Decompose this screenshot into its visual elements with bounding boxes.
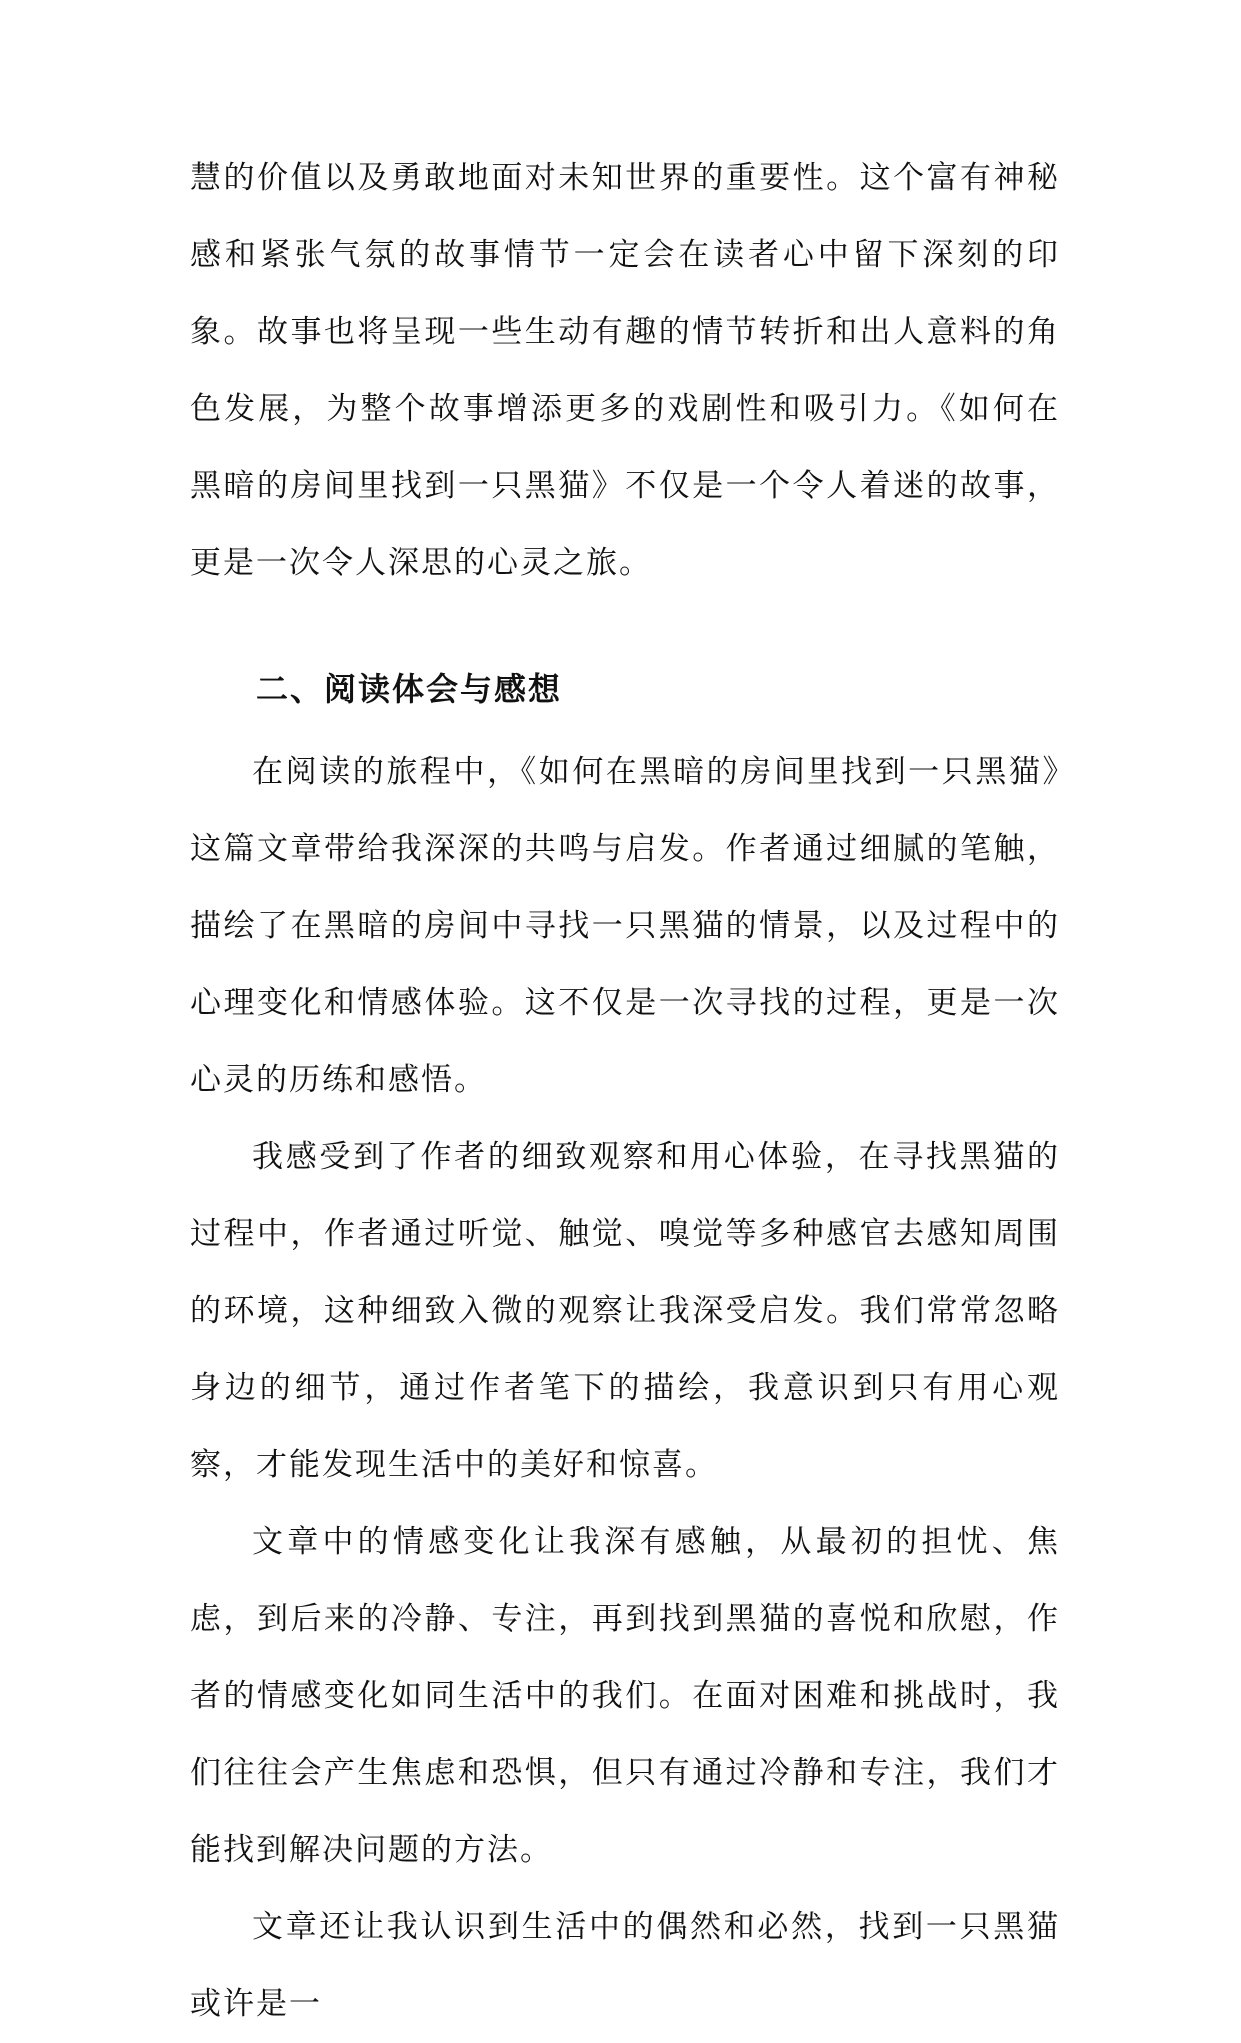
body-paragraph-4: 文章还让我认识到生活中的偶然和必然，找到一只黑猫或许是一 [190, 1909, 1060, 2022]
body-paragraph-2: 我感受到了作者的细致观察和用心体验，在寻找黑猫的过程中，作者通过听觉、触觉、嗅觉等多种感官去感知周围的环境，这种细致入微的观察让我深受启发。我们常常忽略身边的细节，通过作者笔下的描绘，我意识到只有用心观察，才能发现生活中的美好和惊喜。 [190, 1139, 1060, 1483]
body-paragraph-1: 在阅读的旅程中，《如何在黑暗的房间里找到一只黑猫》这篇文章带给我深深的共鸣与启发。作者通过细腻的笔触，描绘了在黑暗的房间中寻找一只黑猫的情景，以及过程中的心理变化和情感体验。这不仅是一次寻找的过程，更是一次心灵的历练和感悟。 [190, 754, 1060, 1098]
section-heading: 二、阅读体会与感想 [256, 670, 563, 708]
body-paragraph-3: 文章中的情感变化让我深有感触，从最初的担忧、焦虑，到后来的冷静、专注，再到找到黑猫的喜悦和欣慰，作者的情感变化如同生活中的我们。在面对困难和挑战时，我们往往会产生焦虑和恐惧，但只有通过冷静和专注，我们才能找到解决问题的方法。 [190, 1524, 1060, 1868]
page-body [190, 140, 1060, 2043]
continued-paragraph: 慧的价值以及勇敢地面对未知世界的重要性。这个富有神秘感和紧张气氛的故事情节一定会在读者心中留下深刻的印象。故事也将呈现一些生动有趣的情节转折和出人意料的角色发展，为整个故事增添更多的戏剧性和吸引力。《如何在黑暗的房间里找到一只黑猫》不仅是一个令人着迷的故事，更是一次令人深思的心灵之旅。 [190, 160, 1060, 581]
